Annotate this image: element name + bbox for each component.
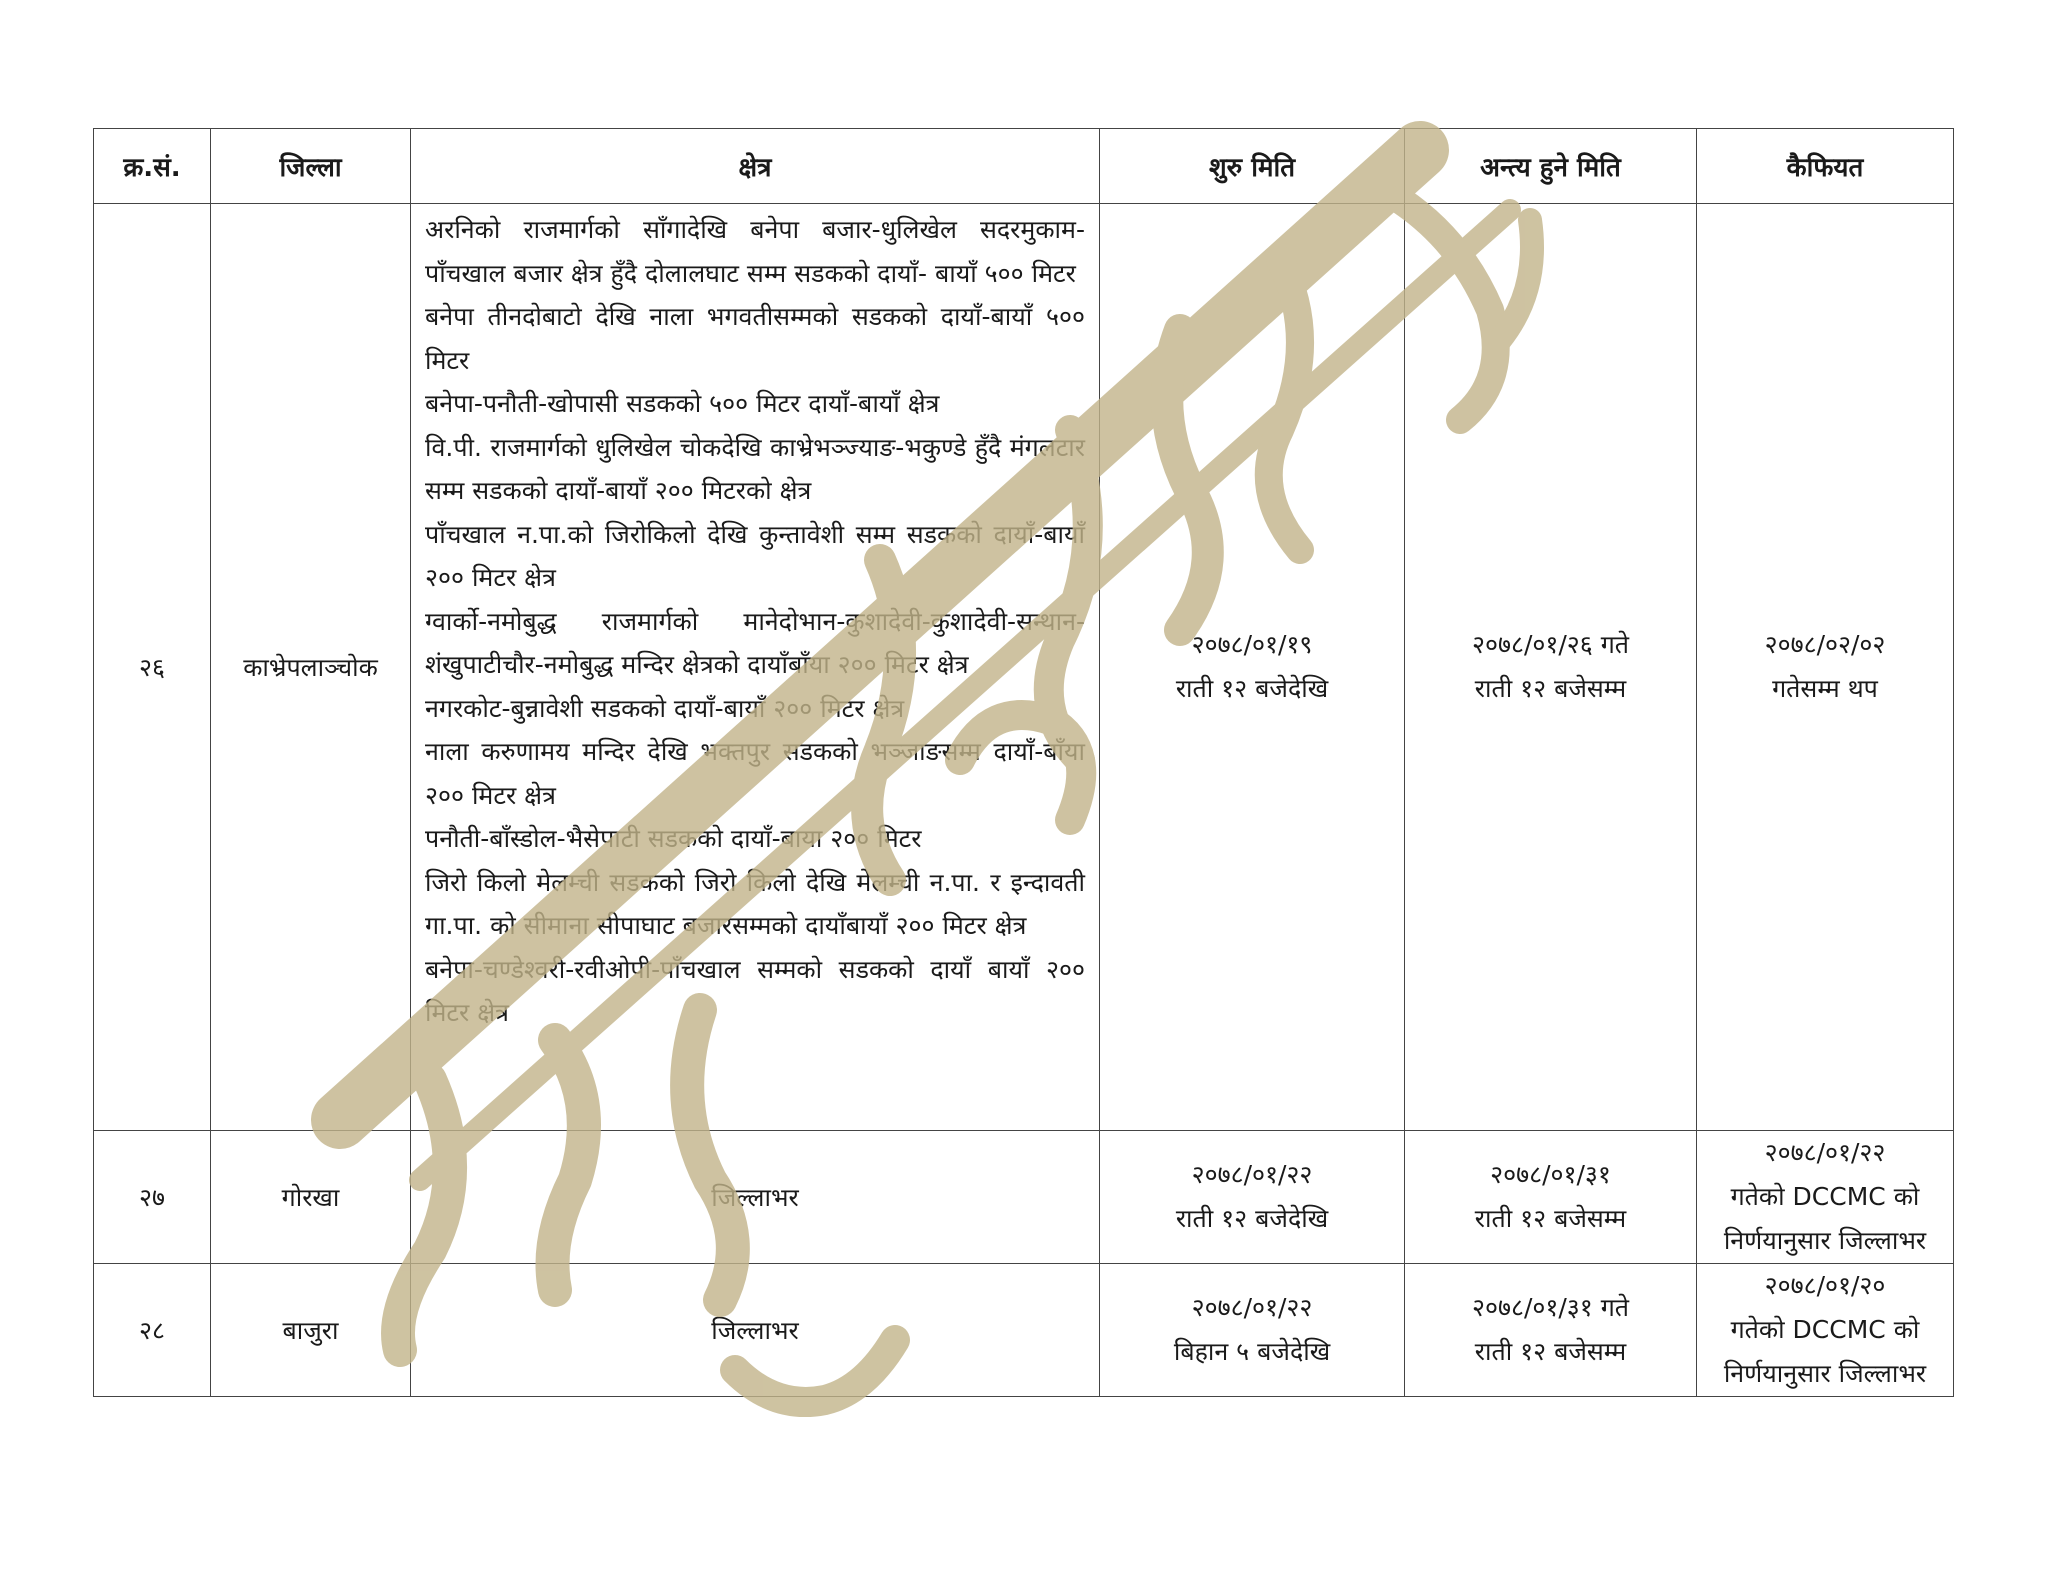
area-item: बनेपा तीनदोबाटो देखि नाला भगवतीसम्मको सडकको दायाँ-बायाँ ५०० मिटर: [425, 302, 1085, 375]
end-date: २०७८/०१/३१: [1490, 1160, 1611, 1189]
area-item: नाला करुणामय मन्दिर देखि भक्तपुर सडकको भञ्जाङसम्म दायाँ-बाँया २०० मिटर क्षेत्र: [425, 737, 1085, 810]
table-row: [94, 1131, 1954, 1264]
end-time: राती १२ बजेसम्म: [1474, 1204, 1627, 1233]
header-serial-number: क्र.सं.: [94, 129, 211, 204]
end-date: २०७८/०१/३१ गते: [1471, 1293, 1630, 1322]
header-district: जिल्ला: [211, 129, 411, 204]
serial-number-cell: २६: [94, 204, 211, 1131]
remark-line: निर्णयानुसार जिल्लाभर: [1723, 1226, 1927, 1255]
remark-line: २०७८/०१/२०: [1764, 1271, 1886, 1300]
remark-line: २०७८/०१/२२: [1764, 1138, 1886, 1167]
area-item: ग्वार्को-नमोबुद्ध राजमार्गको मानेदोभान-कुशादेवी-कुशादेवी-सन्थान-शंखुपाटीचौर-नमोबुद्ध मन्दिर क्षेत्रको दायाँबाँया २०० मिटर क्षेत्र: [425, 606, 1085, 679]
header-end-date: अन्त्य हुने मिति: [1405, 129, 1697, 204]
area-item: अरनिको राजमार्गको साँगादेखि बनेपा बजार-धुलिखेल सदरमुकाम-पाँचखाल बजार क्षेत्र हुँदै दोलालघाट सम्म सडकको दायाँ- बायाँ ५०० मिटर: [425, 215, 1085, 288]
district-cell: गोरखा: [211, 1131, 411, 1264]
district-cell: काभ्रेपलाञ्चोक: [211, 204, 411, 1131]
header-area: क्षेत्र: [411, 129, 1100, 204]
start-time: बिहान ५ बजेदेखि: [1173, 1337, 1331, 1366]
area-list: [425, 208, 1085, 1035]
end-date-cell: [1405, 1131, 1697, 1264]
end-date-cell: [1405, 204, 1697, 1131]
start-date: २०७८/०१/२२: [1191, 1160, 1313, 1189]
end-time: राती १२ बजेसम्म: [1474, 674, 1627, 703]
area-item: वि.पी. राजमार्गको धुलिखेल चोकदेखि काभ्रेभञ्ज्याङ-भकुण्डे हुँदै मंगलटार सम्म सडकको दायाँ-बायाँ २०० मिटरको क्षेत्र: [425, 432, 1085, 505]
header-remarks: कैफियत: [1697, 129, 1954, 204]
area-item: पाँचखाल न.पा.को जिरोकिलो देखि कुन्तावेशी सम्म सडकको दायाँ-बायाँ २०० मिटर क्षेत्र: [425, 519, 1085, 592]
start-time: राती १२ बजेदेखि: [1175, 1204, 1329, 1233]
start-date: २०७८/०१/१९: [1191, 630, 1313, 659]
serial-number-cell: २८: [94, 1264, 211, 1397]
start-date-cell: [1100, 204, 1405, 1131]
area-cell: जिल्लाभर: [411, 1131, 1100, 1264]
end-date: २०७८/०१/२६ गते: [1471, 630, 1630, 659]
end-time: राती १२ बजेसम्म: [1474, 1337, 1627, 1366]
start-date-cell: [1100, 1264, 1405, 1397]
table-row: [94, 1264, 1954, 1397]
start-time: राती १२ बजेदेखि: [1175, 674, 1329, 703]
end-date-cell: [1405, 1264, 1697, 1397]
remarks-cell: [1697, 1264, 1954, 1397]
prohibition-order-table: [93, 128, 1954, 1397]
district-cell: बाजुरा: [211, 1264, 411, 1397]
remarks-cell: [1697, 204, 1954, 1131]
remark-line: गतेसम्म थप: [1772, 674, 1878, 703]
serial-number-cell: २७: [94, 1131, 211, 1264]
remark-line: गतेको DCCMC को: [1730, 1315, 1920, 1344]
remark-line: गतेको DCCMC को: [1730, 1182, 1920, 1211]
area-item: बनेपा-पनौती-खोपासी सडकको ५०० मिटर दायाँ-बायाँ क्षेत्र: [425, 389, 940, 418]
area-cell: [411, 204, 1100, 1131]
table-header-row: [94, 129, 1954, 204]
remarks-cell: [1697, 1131, 1954, 1264]
area-item: नगरकोट-बुन्नावेशी सडकको दायाँ-बायाँ २०० मिटर क्षेत्र: [425, 693, 905, 723]
area-item: जिरो किलो मेलम्ची सडकको जिरो किलो देखि मेलम्ची न.पा. र इन्दावती गा.पा. को सीमाना सीपाघाट बजारसम्मको दायाँबायाँ २०० मिटर क्षेत्र: [425, 867, 1085, 940]
remark-line: २०७८/०२/०२: [1764, 630, 1886, 659]
header-start-date: शुरु मिति: [1100, 129, 1405, 204]
area-item: बनेपा-चण्डेश्वरी-रवीओपी-पाँचखाल सम्मको सडकको दायाँ बायाँ २०० मिटर क्षेत्र: [425, 954, 1085, 1027]
start-date-cell: [1100, 1131, 1405, 1264]
start-date: २०७८/०१/२२: [1191, 1293, 1313, 1322]
table-row: [94, 204, 1954, 1131]
area-cell: जिल्लाभर: [411, 1264, 1100, 1397]
area-item: पनौती-बाँस्डोल-भैसेपाटी सडकको दायाँ-बाया २०० मिटर: [425, 824, 922, 853]
remark-line: निर्णयानुसार जिल्लाभर: [1723, 1359, 1927, 1388]
